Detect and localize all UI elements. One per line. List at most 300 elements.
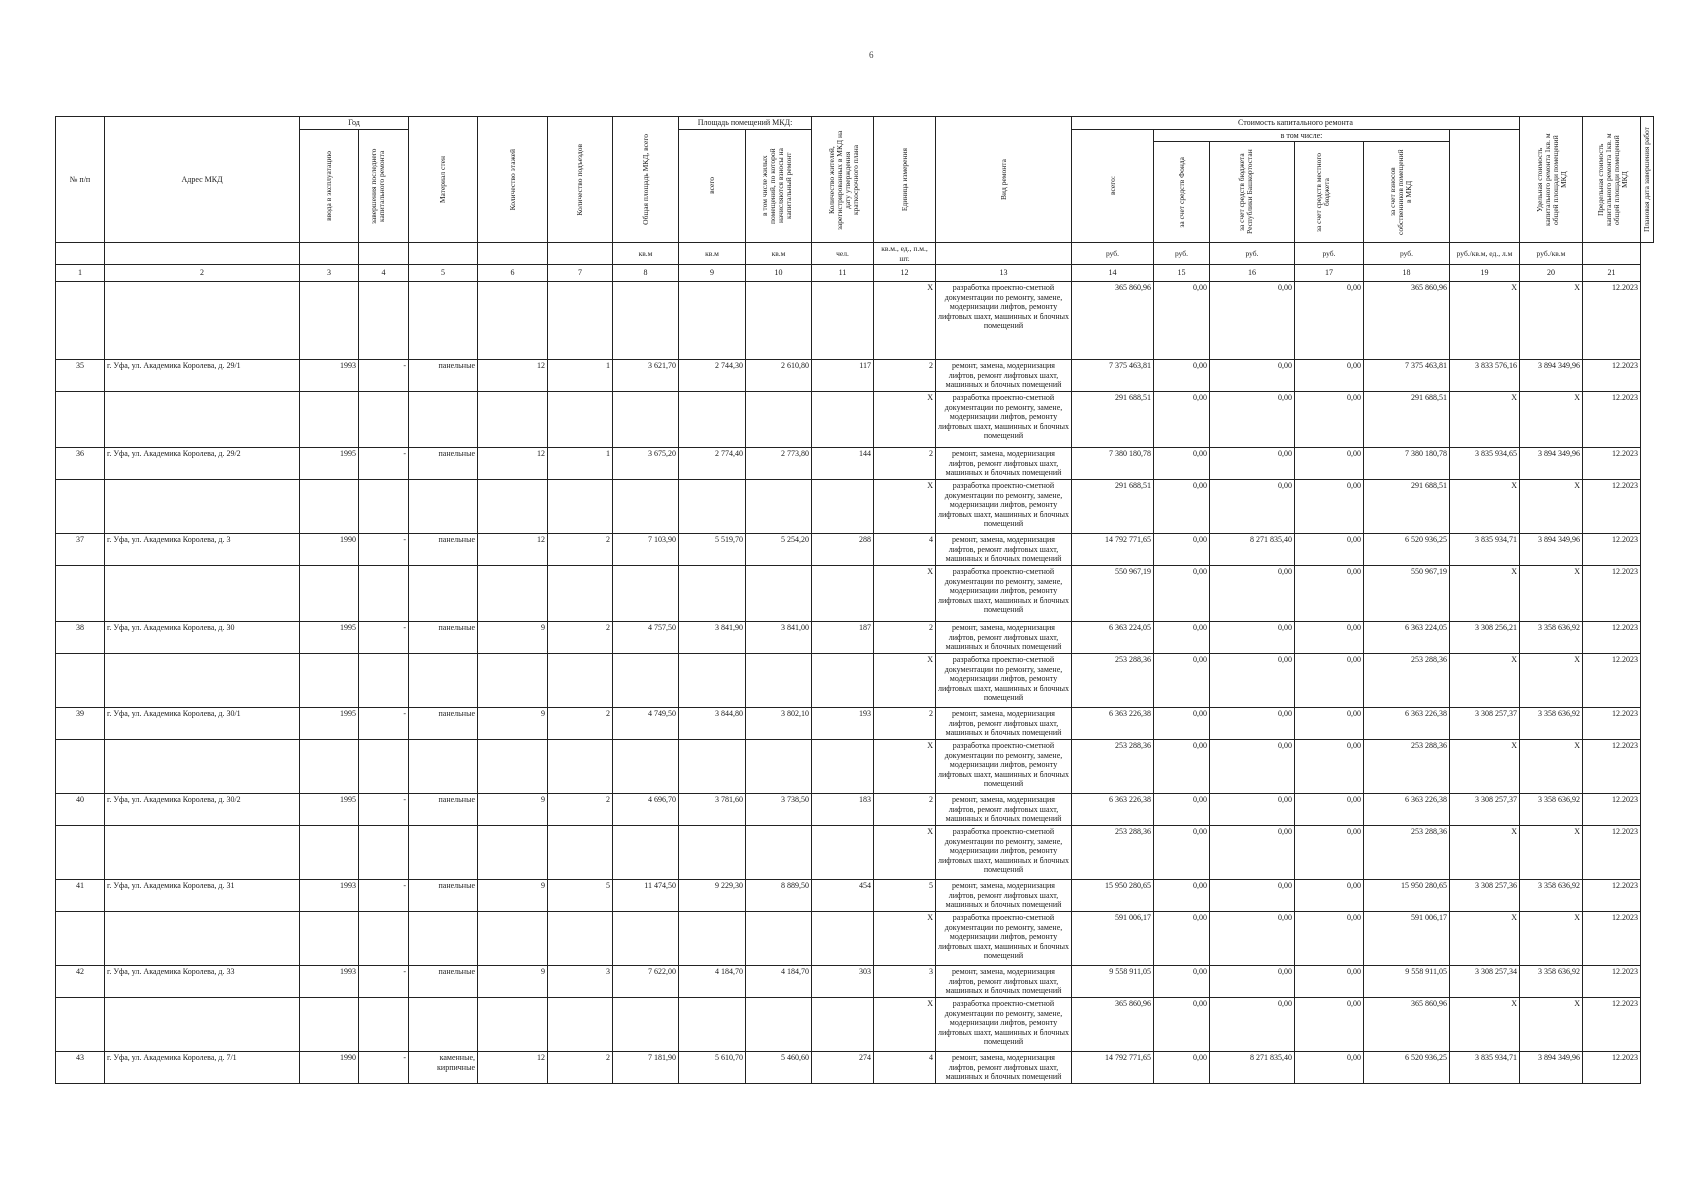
fund-cell: 0,00: [1154, 826, 1210, 880]
year-last-repair-cell: [359, 740, 409, 794]
wall-material-cell: панельные: [409, 622, 478, 654]
quantity-cell: X: [874, 740, 936, 794]
header-premises-paying: в том числе жилых помещений, по которой начисляются взносы на капитальный ремонт: [746, 129, 812, 243]
work-type-cell: ремонт, замена, модернизация лифтов, ремонт лифтовых шахт, машинных и блочных помещений: [936, 1052, 1072, 1084]
cost-total-cell: 7 380 180,78: [1072, 448, 1154, 480]
unit-cell: руб.: [1072, 243, 1154, 265]
table-row: [56, 654, 1654, 708]
planned-date-cell: 12.2023: [1583, 880, 1641, 912]
floors-cell: 12: [478, 1052, 548, 1084]
total-area-cell: [613, 566, 679, 622]
header-num: № п/п: [56, 117, 105, 243]
column-numbers-row: [56, 265, 1654, 282]
unit-cell: кв.м: [746, 243, 812, 265]
work-type-cell: ремонт, замена, модернизация лифтов, ремонт лифтовых шахт, машинных и блочных помещений: [936, 794, 1072, 826]
header-including: в том числе:: [1154, 129, 1450, 142]
column-number-cell: 15: [1154, 265, 1210, 282]
year-last-repair-cell: [359, 282, 409, 360]
unit-cost-cell: X: [1450, 282, 1520, 360]
table-row: [56, 912, 1654, 966]
wall-material-cell: панельные: [409, 534, 478, 566]
work-type-cell: ремонт, замена, модернизация лифтов, ремонт лифтовых шахт, машинных и блочных помещений: [936, 880, 1072, 912]
rb-budget-cell: 0,00: [1210, 740, 1295, 794]
header-cost-total: всего:: [1072, 129, 1154, 243]
unit-cost-cell: 3 835 934,71: [1450, 534, 1520, 566]
rb-budget-cell: 0,00: [1210, 708, 1295, 740]
fund-cell: 0,00: [1154, 998, 1210, 1052]
max-cost-cell: X: [1520, 566, 1583, 622]
rb-budget-cell: 0,00: [1210, 480, 1295, 534]
local-budget-cell: 0,00: [1295, 880, 1364, 912]
year-commission-cell: 1990: [300, 534, 359, 566]
column-number-cell: 18: [1364, 265, 1450, 282]
total-area-cell: 3 675,20: [613, 448, 679, 480]
entrances-cell: [548, 912, 613, 966]
quantity-cell: X: [874, 480, 936, 534]
work-type-cell: разработка проектно-сметной документации по ремонту, замене, модернизации лифтов, ремонту лифтовых шахт, машинных и блочных помещений: [936, 912, 1072, 966]
year-commission-cell: [300, 282, 359, 360]
header-residents: Количество жителей, зарегистрированных в МКД на дату утверждения краткосрочного плана: [812, 117, 874, 243]
residents-cell: 303: [812, 966, 874, 998]
local-budget-cell: 0,00: [1295, 622, 1364, 654]
unit-cell: чел.: [812, 243, 874, 265]
fund-cell: 0,00: [1154, 880, 1210, 912]
premises-paying-cell: 5 460,60: [746, 1052, 812, 1084]
unit-cost-cell: 3 308 257,37: [1450, 708, 1520, 740]
entrances-cell: [548, 392, 613, 448]
table-row: [56, 534, 1654, 566]
entrances-cell: [548, 566, 613, 622]
column-number-cell: 7: [548, 265, 613, 282]
premises-paying-cell: 2 610,80: [746, 360, 812, 392]
year-commission-cell: [300, 392, 359, 448]
work-type-cell: ремонт, замена, модернизация лифтов, ремонт лифтовых шахт, машинных и блочных помещений: [936, 448, 1072, 480]
wall-material-cell: панельные: [409, 708, 478, 740]
unit-cost-cell: 3 308 256,21: [1450, 622, 1520, 654]
entrances-cell: [548, 654, 613, 708]
address-cell: [105, 912, 300, 966]
address-cell: г. Уфа, ул. Академика Королева, д. 30: [105, 622, 300, 654]
planned-date-cell: 12.2023: [1583, 794, 1641, 826]
column-number-cell: 9: [679, 265, 746, 282]
year-commission-cell: 1993: [300, 966, 359, 998]
floors-cell: [478, 654, 548, 708]
column-number-cell: 14: [1072, 265, 1154, 282]
fund-cell: 0,00: [1154, 392, 1210, 448]
rb-budget-cell: 0,00: [1210, 654, 1295, 708]
residents-cell: 187: [812, 622, 874, 654]
local-budget-cell: 0,00: [1295, 534, 1364, 566]
owners-cell: 6 520 936,25: [1364, 1052, 1450, 1084]
table-row: [56, 480, 1654, 534]
year-last-repair-cell: -: [359, 622, 409, 654]
page-mark: 6: [869, 50, 874, 60]
rb-budget-cell: 0,00: [1210, 826, 1295, 880]
max-cost-cell: 3 894 349,96: [1520, 448, 1583, 480]
max-cost-cell: X: [1520, 998, 1583, 1052]
quantity-cell: X: [874, 392, 936, 448]
premises-paying-cell: 8 889,50: [746, 880, 812, 912]
quantity-cell: 4: [874, 1052, 936, 1084]
total-area-cell: 4 749,50: [613, 708, 679, 740]
owners-cell: 7 375 463,81: [1364, 360, 1450, 392]
rb-budget-cell: 0,00: [1210, 880, 1295, 912]
floors-cell: [478, 392, 548, 448]
premises-paying-cell: [746, 998, 812, 1052]
residents-cell: 183: [812, 794, 874, 826]
quantity-cell: X: [874, 282, 936, 360]
max-cost-cell: 3 894 349,96: [1520, 1052, 1583, 1084]
max-cost-cell: X: [1520, 912, 1583, 966]
premises-paying-cell: [746, 392, 812, 448]
work-type-cell: ремонт, замена, модернизация лифтов, ремонт лифтовых шахт, машинных и блочных помещений: [936, 708, 1072, 740]
unit-cell: [56, 243, 105, 265]
local-budget-cell: 0,00: [1295, 912, 1364, 966]
total-area-cell: 7 181,90: [613, 1052, 679, 1084]
residents-cell: 454: [812, 880, 874, 912]
header-unit-cost: Удельная стоимость капитального ремонта 1кв. м общей площади помещений МКД: [1520, 117, 1583, 243]
unit-cell: кв.м., ед., п.м., шт.: [874, 243, 936, 265]
header-work-type: Вид ремонта: [936, 117, 1072, 243]
year-commission-cell: [300, 912, 359, 966]
premises-total-cell: 3 844,80: [679, 708, 746, 740]
fund-cell: 0,00: [1154, 794, 1210, 826]
address-cell: [105, 480, 300, 534]
premises-total-cell: 3 841,90: [679, 622, 746, 654]
wall-material-cell: [409, 912, 478, 966]
cost-total-cell: 6 363 226,38: [1072, 708, 1154, 740]
rb-budget-cell: 0,00: [1210, 282, 1295, 360]
table-body: [56, 282, 1654, 1084]
local-budget-cell: 0,00: [1295, 708, 1364, 740]
column-number-cell: 11: [812, 265, 874, 282]
year-last-repair-cell: [359, 566, 409, 622]
owners-cell: 7 380 180,78: [1364, 448, 1450, 480]
fund-cell: 0,00: [1154, 448, 1210, 480]
floors-cell: [478, 912, 548, 966]
unit-cost-cell: 3 308 257,36: [1450, 880, 1520, 912]
year-commission-cell: 1995: [300, 794, 359, 826]
wall-material-cell: панельные: [409, 880, 478, 912]
total-area-cell: [613, 998, 679, 1052]
year-last-repair-cell: [359, 826, 409, 880]
address-cell: [105, 566, 300, 622]
row-number: [56, 392, 105, 448]
column-number-cell: 19: [1450, 265, 1520, 282]
planned-date-cell: 12.2023: [1583, 448, 1641, 480]
year-commission-cell: 1993: [300, 880, 359, 912]
table-row: [56, 998, 1654, 1052]
premises-total-cell: 5 519,70: [679, 534, 746, 566]
address-cell: г. Уфа, ул. Академика Королева, д. 3: [105, 534, 300, 566]
quantity-cell: X: [874, 654, 936, 708]
quantity-cell: 3: [874, 966, 936, 998]
cost-total-cell: 591 006,17: [1072, 912, 1154, 966]
address-cell: [105, 826, 300, 880]
planned-date-cell: 12.2023: [1583, 392, 1641, 448]
floors-cell: 9: [478, 794, 548, 826]
premises-paying-cell: [746, 480, 812, 534]
unit-cell: руб.: [1154, 243, 1210, 265]
column-number-cell: 5: [409, 265, 478, 282]
year-last-repair-cell: [359, 654, 409, 708]
planned-date-cell: 12.2023: [1583, 360, 1641, 392]
unit-cost-cell: X: [1450, 998, 1520, 1052]
work-type-cell: ремонт, замена, модернизация лифтов, ремонт лифтовых шахт, машинных и блочных помещений: [936, 534, 1072, 566]
work-type-cell: ремонт, замена, модернизация лифтов, ремонт лифтовых шахт, машинных и блочных помещений: [936, 622, 1072, 654]
residents-cell: [812, 654, 874, 708]
rb-budget-cell: 0,00: [1210, 448, 1295, 480]
floors-cell: [478, 566, 548, 622]
premises-paying-cell: [746, 654, 812, 708]
work-type-cell: разработка проектно-сметной документации по ремонту, замене, модернизации лифтов, ремонту лифтовых шахт, машинных и блочных помещений: [936, 392, 1072, 448]
table-row: [56, 360, 1654, 392]
row-number: [56, 282, 105, 360]
residents-cell: [812, 392, 874, 448]
residents-cell: [812, 282, 874, 360]
floors-cell: [478, 480, 548, 534]
unit-cell: [359, 243, 409, 265]
unit-cost-cell: X: [1450, 654, 1520, 708]
row-number: 38: [56, 622, 105, 654]
address-cell: г. Уфа, ул. Академика Королева, д. 30/1: [105, 708, 300, 740]
floors-cell: 12: [478, 534, 548, 566]
unit-cell: [409, 243, 478, 265]
work-type-cell: разработка проектно-сметной документации по ремонту, замене, модернизации лифтов, ремонту лифтовых шахт, машинных и блочных помещений: [936, 654, 1072, 708]
work-type-cell: разработка проектно-сметной документации по ремонту, замене, модернизации лифтов, ремонту лифтовых шахт, машинных и блочных помещений: [936, 826, 1072, 880]
cost-total-cell: 6 363 226,38: [1072, 794, 1154, 826]
premises-paying-cell: 2 773,80: [746, 448, 812, 480]
total-area-cell: 7 622,00: [613, 966, 679, 998]
planned-date-cell: 12.2023: [1583, 654, 1641, 708]
year-commission-cell: [300, 998, 359, 1052]
total-area-cell: [613, 740, 679, 794]
local-budget-cell: 0,00: [1295, 282, 1364, 360]
year-commission-cell: [300, 480, 359, 534]
column-number-cell: 10: [746, 265, 812, 282]
column-number-cell: 12: [874, 265, 936, 282]
year-last-repair-cell: [359, 392, 409, 448]
entrances-cell: [548, 282, 613, 360]
year-last-repair-cell: -: [359, 534, 409, 566]
row-number: 42: [56, 966, 105, 998]
fund-cell: 0,00: [1154, 282, 1210, 360]
quantity-cell: X: [874, 912, 936, 966]
owners-cell: 253 288,36: [1364, 826, 1450, 880]
row-number: 35: [56, 360, 105, 392]
year-last-repair-cell: [359, 998, 409, 1052]
work-type-cell: ремонт, замена, модернизация лифтов, ремонт лифтовых шахт, машинных и блочных помещений: [936, 966, 1072, 998]
column-number-cell: 17: [1295, 265, 1364, 282]
header-address: Адрес МКД: [105, 117, 300, 243]
quantity-cell: 2: [874, 360, 936, 392]
address-cell: [105, 740, 300, 794]
floors-cell: [478, 998, 548, 1052]
floors-cell: 9: [478, 708, 548, 740]
max-cost-cell: 3 894 349,96: [1520, 534, 1583, 566]
cost-total-cell: 550 967,19: [1072, 566, 1154, 622]
column-number-cell: 6: [478, 265, 548, 282]
cost-total-cell: 15 950 280,65: [1072, 880, 1154, 912]
unit-cost-cell: X: [1450, 566, 1520, 622]
premises-total-cell: 4 184,70: [679, 966, 746, 998]
table-row: [56, 1052, 1654, 1084]
unit-cell: руб./кв.м, ед., л.м: [1450, 243, 1520, 265]
year-last-repair-cell: [359, 912, 409, 966]
work-type-cell: разработка проектно-сметной документации по ремонту, замене, модернизации лифтов, ремонту лифтовых шахт, машинных и блочных помещений: [936, 740, 1072, 794]
wall-material-cell: [409, 826, 478, 880]
unit-cell: кв.м: [613, 243, 679, 265]
cost-total-cell: 365 860,96: [1072, 998, 1154, 1052]
wall-material-cell: [409, 480, 478, 534]
fund-cell: 0,00: [1154, 534, 1210, 566]
year-last-repair-cell: -: [359, 448, 409, 480]
fund-cell: 0,00: [1154, 966, 1210, 998]
table-row: [56, 448, 1654, 480]
rb-budget-cell: 8 271 835,40: [1210, 534, 1295, 566]
row-number: 37: [56, 534, 105, 566]
header-unit: Единица измерения: [874, 117, 936, 243]
work-type-cell: разработка проектно-сметной документации по ремонту, замене, модернизации лифтов, ремонту лифтовых шахт, машинных и блочных помещений: [936, 282, 1072, 360]
rb-budget-cell: 0,00: [1210, 912, 1295, 966]
wall-material-cell: панельные: [409, 966, 478, 998]
local-budget-cell: 0,00: [1295, 360, 1364, 392]
row-number: [56, 654, 105, 708]
unit-cell: [300, 243, 359, 265]
year-last-repair-cell: -: [359, 360, 409, 392]
total-area-cell: 7 103,90: [613, 534, 679, 566]
row-number: 40: [56, 794, 105, 826]
local-budget-cell: 0,00: [1295, 998, 1364, 1052]
max-cost-cell: X: [1520, 480, 1583, 534]
address-cell: [105, 654, 300, 708]
rb-budget-cell: 0,00: [1210, 392, 1295, 448]
address-cell: [105, 998, 300, 1052]
header-year-last-repair: завершения последнего капитального ремонта: [359, 129, 409, 243]
header-max-cost: Предельная стоимость капитального ремонта 1кв. м общей площади помещений МКД: [1583, 117, 1641, 243]
planned-date-cell: 12.2023: [1583, 998, 1641, 1052]
premises-paying-cell: [746, 566, 812, 622]
header-premises-area-group: Площадь помещений МКД:: [679, 117, 812, 130]
planned-date-cell: 12.2023: [1583, 912, 1641, 966]
entrances-cell: 3: [548, 966, 613, 998]
quantity-cell: 2: [874, 622, 936, 654]
premises-paying-cell: [746, 826, 812, 880]
residents-cell: 144: [812, 448, 874, 480]
premises-total-cell: 2 744,30: [679, 360, 746, 392]
planned-date-cell: 12.2023: [1583, 622, 1641, 654]
unit-cell: [936, 243, 1072, 265]
year-commission-cell: 1995: [300, 708, 359, 740]
row-number: 41: [56, 880, 105, 912]
total-area-cell: 11 474,50: [613, 880, 679, 912]
fund-cell: 0,00: [1154, 622, 1210, 654]
table-row: [56, 622, 1654, 654]
address-cell: г. Уфа, ул. Академика Королева, д. 31: [105, 880, 300, 912]
residents-cell: 274: [812, 1052, 874, 1084]
entrances-cell: 5: [548, 880, 613, 912]
row-number: 36: [56, 448, 105, 480]
premises-paying-cell: [746, 282, 812, 360]
row-number: [56, 998, 105, 1052]
premises-total-cell: [679, 826, 746, 880]
table-row: [56, 392, 1654, 448]
cost-total-cell: 253 288,36: [1072, 740, 1154, 794]
fund-cell: 0,00: [1154, 480, 1210, 534]
wall-material-cell: [409, 998, 478, 1052]
local-budget-cell: 0,00: [1295, 1052, 1364, 1084]
cost-total-cell: 291 688,51: [1072, 392, 1154, 448]
total-area-cell: [613, 282, 679, 360]
rb-budget-cell: 0,00: [1210, 794, 1295, 826]
total-area-cell: [613, 480, 679, 534]
units-row: [56, 243, 1654, 265]
premises-total-cell: [679, 480, 746, 534]
year-last-repair-cell: -: [359, 880, 409, 912]
unit-cell: руб.: [1210, 243, 1295, 265]
wall-material-cell: [409, 566, 478, 622]
local-budget-cell: 0,00: [1295, 566, 1364, 622]
premises-paying-cell: 4 184,70: [746, 966, 812, 998]
header-owners: за счет взносов собственников помещений в МКД: [1364, 142, 1450, 243]
year-commission-cell: 1995: [300, 622, 359, 654]
total-area-cell: 3 621,70: [613, 360, 679, 392]
residents-cell: [812, 826, 874, 880]
header-wall-material: Материал стен: [409, 117, 478, 243]
local-budget-cell: 0,00: [1295, 826, 1364, 880]
quantity-cell: 2: [874, 794, 936, 826]
cost-total-cell: 7 375 463,81: [1072, 360, 1154, 392]
owners-cell: 6 363 226,38: [1364, 708, 1450, 740]
cost-total-cell: 291 688,51: [1072, 480, 1154, 534]
quantity-cell: 2: [874, 708, 936, 740]
premises-paying-cell: 3 738,50: [746, 794, 812, 826]
premises-paying-cell: [746, 740, 812, 794]
premises-total-cell: 9 229,30: [679, 880, 746, 912]
premises-total-cell: 5 610,70: [679, 1052, 746, 1084]
premises-total-cell: [679, 912, 746, 966]
row-number: [56, 480, 105, 534]
table-row: [56, 880, 1654, 912]
header-entrances: Количество подъездов: [548, 117, 613, 243]
table-row: [56, 740, 1654, 794]
unit-cell: руб./кв.м: [1520, 243, 1583, 265]
cost-total-cell: 365 860,96: [1072, 282, 1154, 360]
work-type-cell: разработка проектно-сметной документации по ремонту, замене, модернизации лифтов, ремонту лифтовых шахт, машинных и блочных помещений: [936, 998, 1072, 1052]
address-cell: г. Уфа, ул. Академика Королева, д. 30/2: [105, 794, 300, 826]
owners-cell: 6 363 224,05: [1364, 622, 1450, 654]
column-number-cell: 20: [1520, 265, 1583, 282]
rb-budget-cell: 0,00: [1210, 998, 1295, 1052]
table-row: [56, 826, 1654, 880]
total-area-cell: 4 696,70: [613, 794, 679, 826]
unit-cell: [1583, 243, 1641, 265]
total-area-cell: [613, 912, 679, 966]
total-area-cell: [613, 654, 679, 708]
column-number-cell: 8: [613, 265, 679, 282]
premises-paying-cell: 5 254,20: [746, 534, 812, 566]
row-number: [56, 566, 105, 622]
unit-cost-cell: X: [1450, 392, 1520, 448]
entrances-cell: [548, 480, 613, 534]
owners-cell: 365 860,96: [1364, 282, 1450, 360]
year-commission-cell: 1993: [300, 360, 359, 392]
local-budget-cell: 0,00: [1295, 392, 1364, 448]
entrances-cell: 1: [548, 360, 613, 392]
local-budget-cell: 0,00: [1295, 794, 1364, 826]
local-budget-cell: 0,00: [1295, 740, 1364, 794]
work-type-cell: разработка проектно-сметной документации по ремонту, замене, модернизации лифтов, ремонту лифтовых шахт, машинных и блочных помещений: [936, 480, 1072, 534]
